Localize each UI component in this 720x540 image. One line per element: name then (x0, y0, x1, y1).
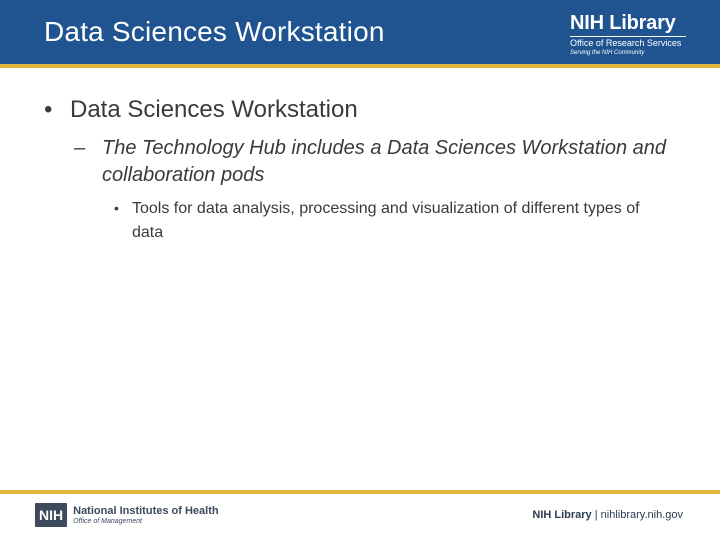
sub-sub-bullet-text: Tools for data analysis, processing and visualization of different types of data (132, 200, 640, 241)
logo-main-text: NIH Library (570, 12, 676, 34)
bullet-marker: • (114, 200, 119, 216)
logo-sub-text: Office of Research Services (570, 36, 686, 49)
footer-library-link[interactable] (532, 508, 683, 522)
nih-library-logo (570, 12, 686, 57)
bullet-text: Data Sciences Workstation (70, 96, 358, 123)
bullet-level-3 (114, 197, 654, 245)
nih-footer-logo (35, 502, 219, 528)
footer-accent-rule (0, 490, 720, 494)
bullet-level-2 (74, 135, 674, 189)
header-accent-rule (0, 64, 720, 68)
nih-name: National Institutes of Health (73, 504, 219, 517)
nih-wordmark (73, 505, 218, 526)
dash-marker: – (74, 137, 86, 159)
sub-bullet-text: The Technology Hub includes a Data Sciences Workstation and collaboration pods (102, 137, 667, 186)
nih-mark: NIH (35, 503, 67, 527)
nih-office: Office of Management (73, 517, 142, 525)
footer-url[interactable]: nihlibrary.nih.gov (600, 509, 683, 521)
footer-separator: | (594, 509, 598, 521)
logo-tagline: Serving the NIH Community (570, 50, 645, 56)
bullet-marker: • (44, 96, 53, 123)
footer-library-label: NIH Library (532, 509, 592, 521)
header-band (0, 0, 720, 64)
slide-title: Data Sciences Workstation (44, 16, 385, 47)
